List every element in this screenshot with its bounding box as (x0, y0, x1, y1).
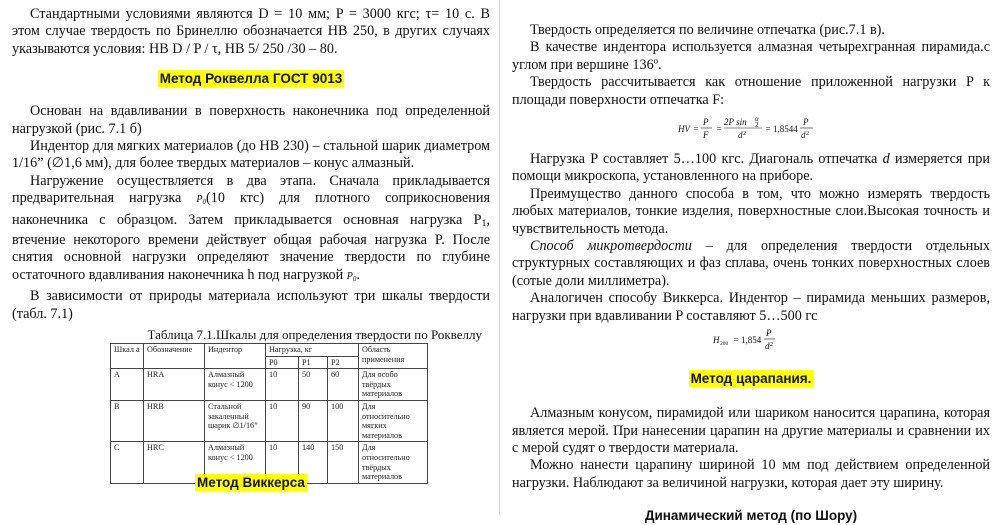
svg-text:=: = (733, 335, 740, 346)
vickers-imprint-paragraph: Твердость определяется по величине отпечатка (рис.7.1 в). (530, 22, 885, 38)
th-p0: P0 (266, 356, 299, 369)
svg-text:2: 2 (806, 131, 809, 138)
rockwell-loading-paragraph: Нагружение осуществляется в два этапа. Сначала прикладывается предварительная нагрузка $P_0(10$ ктс) для плотного соприкосновения наконечника с образцом. Затем прикладывается основная нагрузка $P_1$, втечение некоторого времени действует общая рабочая нагрузка P. После снятия основной нагрузки определяют значение твердости по глубине остаточного вдавливания наконечника h под нагрузкой $P_0$. (12, 172, 490, 283)
th-p2: P2 (328, 356, 359, 369)
svg-text:2: 2 (755, 121, 759, 130)
table-header-row (111, 344, 428, 357)
cell-area: Для относительно твёрдых материалов (359, 442, 428, 483)
svg-text:d: d (765, 341, 770, 352)
svg-text:1,854: 1,854 (741, 335, 762, 346)
p0-symbol: $P_0$ (196, 194, 206, 207)
vickers-advantage-paragraph: Преимущество данного способа в том, что можно измерять твердость любых материалов, тонкие изделия, поверхностные слои.Высокая точность и чувствительность метода. (512, 185, 990, 237)
svg-text:1,8544: 1,8544 (773, 124, 798, 135)
cell-indenter: Алмазный конус < 1200 (205, 442, 266, 483)
th-designation: Обозначение (144, 344, 205, 369)
h200-formula (512, 327, 990, 357)
vickers-heading: Метод Виккерса (197, 475, 305, 490)
table-row (111, 369, 428, 401)
cell-scale: C (111, 442, 144, 483)
svg-text:2: 2 (743, 131, 746, 138)
cell-p1: 90 (299, 401, 328, 442)
svg-text:α: α (755, 115, 759, 124)
hv-formula-graphic (676, 114, 826, 144)
cell-designation: HRA (144, 369, 205, 401)
cell-designation: HRC (144, 442, 205, 483)
page-divider (499, 0, 500, 515)
svg-text:F: F (703, 130, 709, 141)
svg-text:2P sin: 2P sin (724, 117, 747, 128)
scratch-description-paragraph: Алмазным конусом, пирамидой или шариком наносится царапина, которая является мерой. При нанесении царапин на другие материалы и сравнении их с мерой судят о твердости материала. (512, 405, 990, 456)
hv-formula (512, 114, 990, 148)
rockwell-indenter-paragraph: Индентор для мягких материалов (до НВ 230) – стальной шарик диаметром 1/16” (∅1,6 мм), для более твердых материалов – конус алмазный. (12, 138, 490, 172)
svg-text:=: = (693, 124, 700, 135)
svg-text:=: = (765, 124, 772, 135)
vickers-load-paragraph: Нагрузка P составляет 5…100 кгс. Диагональ отпечатка d измеряется при помощи микроскопа, установленного на приборе. (512, 151, 990, 185)
cell-p2: 60 (328, 369, 359, 401)
svg-text:200: 200 (720, 341, 729, 348)
svg-text:H: H (713, 335, 720, 346)
svg-text:P: P (766, 328, 772, 339)
rockwell-heading: Метод Роквелла ГОСТ 9013 (159, 71, 343, 87)
cell-p0: 10 (266, 442, 299, 483)
h200-formula-graphic (711, 327, 791, 353)
scratch-width-paragraph: Можно нанести царапину шириной 10 мм под действием определенной нагрузки. Наблюдают за величиной нагрузки, которая дает эту ширину. (512, 457, 990, 491)
vickers-calc-paragraph: Твердость рассчитывается как отношение приложенной нагрузки P к площади поверхности отпечатка F: (512, 74, 990, 108)
table-caption: Таблица 7.1.Шкалы для определения твердости по Роквеллу (147, 327, 482, 343)
table-row (111, 401, 428, 442)
cell-p1: 140 (299, 442, 328, 483)
svg-text:P: P (803, 117, 809, 128)
cell-p0: 10 (266, 369, 299, 401)
scratch-heading: Метод царапания. (690, 371, 812, 387)
cell-designation: HRB (144, 401, 205, 442)
rockwell-intro-paragraph: Основан на вдавливании в поверхность наконечника под определенной нагрузкой (рис. 7.1 б) (12, 103, 490, 137)
microhardness-paragraph: Способ микротвердости – для определения твердости отдельных структурных составляющих и фаз сплава, очень тонких поверхностных слоев (сотые доли миллиметра). (512, 238, 991, 289)
cell-indenter: Алмазный конус < 1200 (205, 369, 266, 401)
hv-lhs: HV (678, 124, 690, 135)
cell-p2: 150 (328, 442, 359, 483)
svg-text:P: P (703, 117, 709, 128)
rockwell-scales-table (110, 343, 428, 484)
diagonal-symbol: d (882, 151, 890, 168)
microhardness-term: Способ микротвердости (530, 238, 692, 255)
th-scale: Шкал а (111, 344, 144, 369)
cell-area: Для особо твёрдых материалов (359, 369, 428, 401)
cell-p1: 50 (299, 369, 328, 401)
p0-symbol-end: $P_0$ (346, 270, 357, 283)
svg-text:d: d (738, 130, 743, 141)
svg-text:d: d (801, 130, 806, 141)
th-load: Нагрузка, кг (266, 344, 359, 357)
right-column (512, 0, 990, 525)
rockwell-scales-paragraph: В зависимости от природы материала используют три шкалы твердости (табл. 7.1) (12, 288, 490, 322)
microhardness-analogy-paragraph: Аналогичен способу Виккерса. Индентор – пирамида меньших размеров, нагрузки при вдавливании P составляют 5…500 гс (512, 290, 990, 324)
svg-text:2: 2 (770, 342, 773, 349)
th-indenter: Индентор (205, 344, 266, 369)
brinell-conditions-paragraph: Стандартными условиями являются D = 10 мм; P = 3000 кгс; τ= 10 с. В этом случае твердость по Бринеллю обозначается НВ 250, в других случаях указываются условия: НВ D / P / τ, НВ 5/ 250 /30 – 80. (12, 6, 490, 57)
cell-scale: A (111, 369, 144, 401)
cell-p0: 10 (266, 401, 299, 442)
shore-heading: Динамический метод (по Шору) (644, 508, 858, 524)
cell-indenter: Стальной закаленный шарик ∅1/16” (205, 401, 266, 442)
vickers-indenter-paragraph: В качестве индентора используется алмазная четырехгранная пирамида.с углом при вершине 136º. (512, 39, 990, 73)
th-area: Область применения (359, 344, 428, 369)
cell-area: Для относительно мягких материалов (359, 401, 428, 442)
th-p1: P1 (299, 356, 328, 369)
svg-text:=: = (716, 124, 723, 135)
cell-p2: 100 (328, 401, 359, 442)
cell-scale: B (111, 401, 144, 442)
left-column (12, 0, 490, 490)
